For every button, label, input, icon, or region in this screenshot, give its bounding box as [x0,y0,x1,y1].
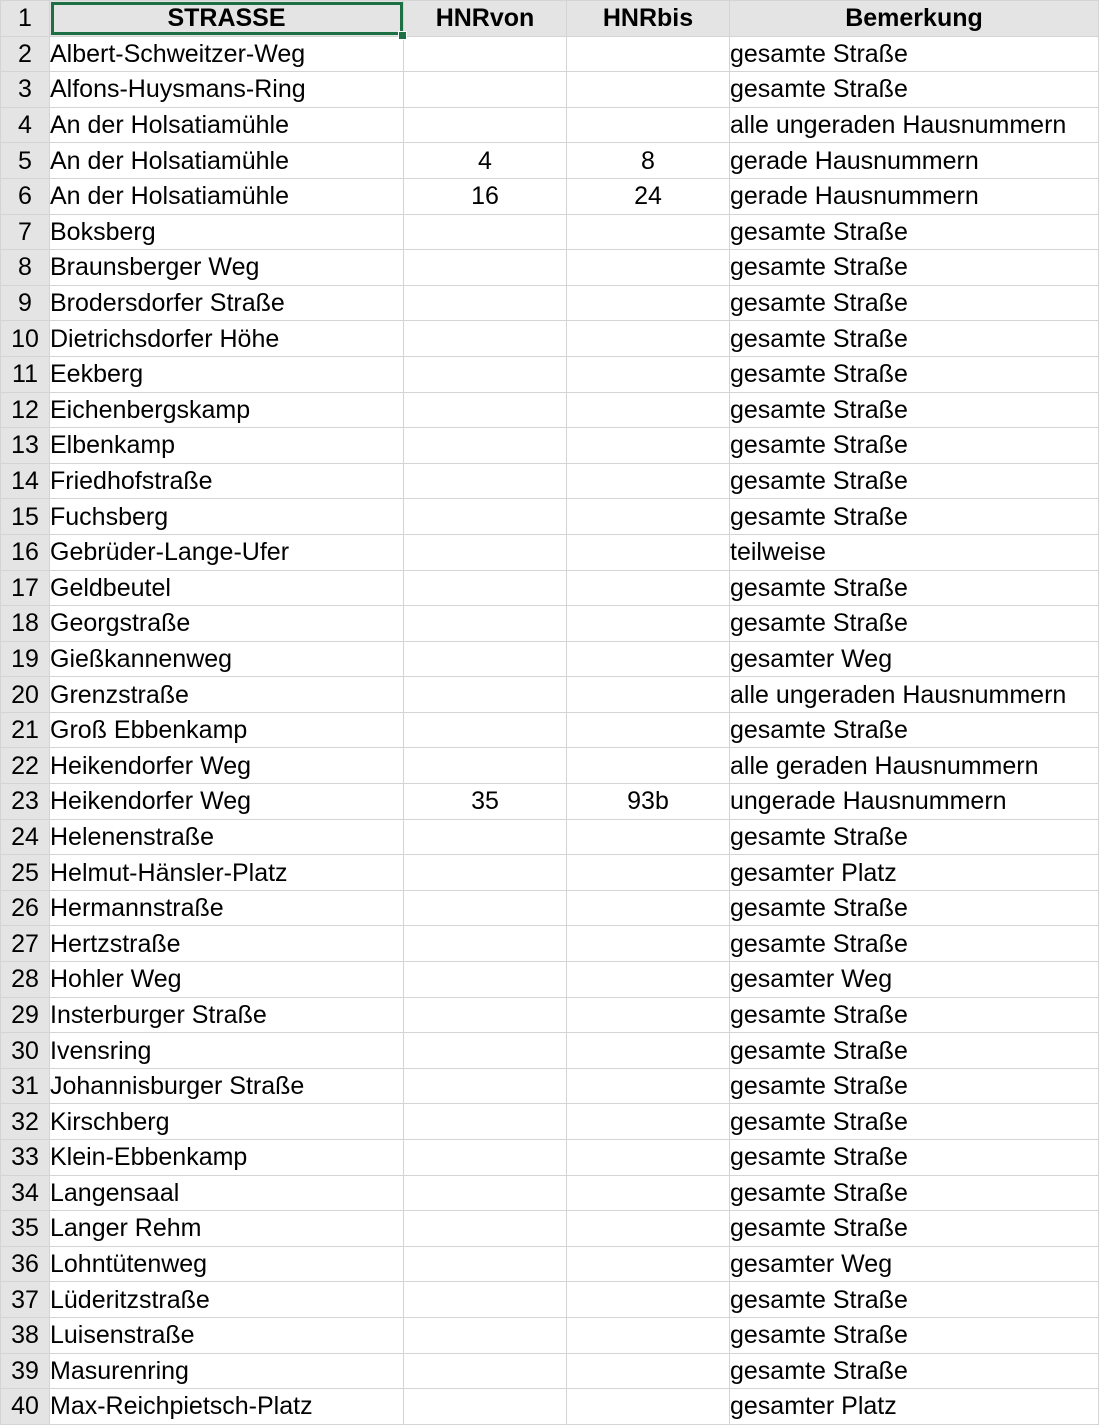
row-header[interactable]: 8 [1,250,50,286]
cell-hnrvon[interactable] [404,890,567,926]
table-row [1,1389,1099,1425]
cell-hnrvon[interactable]: 4 [404,143,567,179]
row-header[interactable]: 31 [1,1068,50,1104]
cell-strasse[interactable]: Heikendorfer Weg [50,748,404,784]
cell-strasse[interactable]: Langensaal [50,1175,404,1211]
cell-hnrvon[interactable] [404,534,567,570]
table-row [1,1317,1099,1353]
cell-strasse[interactable]: Langer Rehm [50,1211,404,1247]
row-header[interactable]: 39 [1,1353,50,1389]
cell-bemerkung[interactable]: gesamte Straße [730,285,1099,321]
cell-strasse[interactable]: Geldbeutel [50,570,404,606]
row-header[interactable]: 12 [1,392,50,428]
row-header[interactable]: 10 [1,321,50,357]
cell-header-hnrbis[interactable]: HNRbis [567,1,730,37]
cell-hnrbis[interactable] [567,926,730,962]
cell-bemerkung[interactable]: gesamte Straße [730,499,1099,535]
cell-hnrbis[interactable] [567,1140,730,1176]
cell-hnrbis[interactable] [567,712,730,748]
cell-bemerkung[interactable]: gesamte Straße [730,214,1099,250]
cell-hnrvon[interactable] [404,570,567,606]
table-row [1,143,1099,179]
cell-hnrbis[interactable] [567,677,730,713]
cell-hnrbis[interactable] [567,1211,730,1247]
table-row [1,1211,1099,1247]
cell-strasse[interactable]: Dietrichsdorfer Höhe [50,321,404,357]
cell-hnrvon[interactable] [404,1175,567,1211]
cell-bemerkung[interactable]: gesamte Straße [730,926,1099,962]
table-row [1,1353,1099,1389]
cell-hnrbis[interactable] [567,890,730,926]
cell-bemerkung[interactable]: gesamte Straße [730,1317,1099,1353]
cell-strasse[interactable]: Helenenstraße [50,819,404,855]
row-header[interactable]: 2 [1,36,50,72]
cell-bemerkung[interactable]: gesamte Straße [730,606,1099,642]
cell-hnrvon[interactable] [404,72,567,108]
cell-hnrvon[interactable] [404,463,567,499]
cell-hnrbis[interactable] [567,606,730,642]
cell-strasse[interactable]: Luisenstraße [50,1317,404,1353]
table-row [1,855,1099,891]
cell-strasse[interactable]: Helmut-Hänsler-Platz [50,855,404,891]
cell-bemerkung[interactable]: gesamte Straße [730,392,1099,428]
cell-strasse[interactable]: Boksberg [50,214,404,250]
table-row [1,819,1099,855]
cell-hnrvon[interactable] [404,107,567,143]
cell-strasse[interactable]: Albert-Schweitzer-Weg [50,36,404,72]
cell-bemerkung[interactable]: gerade Hausnummern [730,143,1099,179]
cell-hnrvon[interactable] [404,1068,567,1104]
cell-hnrbis[interactable] [567,356,730,392]
cell-hnrvon[interactable] [404,641,567,677]
cell-bemerkung[interactable]: gesamter Weg [730,1246,1099,1282]
cell-strasse[interactable]: Elbenkamp [50,428,404,464]
row-header[interactable]: 27 [1,926,50,962]
cell-strasse[interactable]: Klein-Ebbenkamp [50,1140,404,1176]
table-row [1,784,1099,820]
cell-strasse[interactable]: Braunsberger Weg [50,250,404,286]
cell-hnrvon[interactable] [404,36,567,72]
cell-bemerkung[interactable]: gesamte Straße [730,1353,1099,1389]
row-header[interactable]: 35 [1,1211,50,1247]
row-header[interactable]: 6 [1,178,50,214]
cell-bemerkung[interactable]: gesamte Straße [730,1175,1099,1211]
row-header[interactable]: 11 [1,356,50,392]
cell-hnrvon[interactable] [404,748,567,784]
cell-bemerkung[interactable]: ungerade Hausnummern [730,784,1099,820]
row-header[interactable]: 28 [1,962,50,998]
cell-strasse[interactable]: Hohler Weg [50,962,404,998]
row-header[interactable]: 13 [1,428,50,464]
cell-hnrbis[interactable] [567,285,730,321]
row-header[interactable]: 20 [1,677,50,713]
cell-hnrvon[interactable] [404,1317,567,1353]
cell-bemerkung[interactable]: gesamte Straße [730,1140,1099,1176]
table-row [1,1104,1099,1140]
table-row [1,606,1099,642]
cell-hnrvon[interactable] [404,1140,567,1176]
cell-bemerkung[interactable]: alle ungeraden Hausnummern [730,677,1099,713]
cell-strasse[interactable]: Hermannstraße [50,890,404,926]
row-header[interactable]: 9 [1,285,50,321]
cell-hnrbis[interactable]: 24 [567,178,730,214]
cell-header-strasse[interactable]: STRASSE [50,1,404,37]
row-header[interactable]: 29 [1,997,50,1033]
cell-hnrvon[interactable] [404,926,567,962]
cell-hnrvon[interactable] [404,819,567,855]
cell-strasse[interactable]: Insterburger Straße [50,997,404,1033]
cell-hnrbis[interactable] [567,250,730,286]
table-row [1,250,1099,286]
table-row [1,499,1099,535]
cell-strasse[interactable]: Max-Reichpietsch-Platz [50,1389,404,1425]
cell-hnrvon[interactable] [404,1211,567,1247]
cell-hnrvon[interactable] [404,285,567,321]
table-row [1,712,1099,748]
table-row [1,178,1099,214]
cell-hnrvon[interactable] [404,1353,567,1389]
cell-hnrbis[interactable] [567,392,730,428]
cell-bemerkung[interactable]: gesamte Straße [730,1282,1099,1318]
cell-strasse[interactable]: Hertzstraße [50,926,404,962]
cell-hnrbis[interactable] [567,855,730,891]
cell-hnrbis[interactable] [567,1175,730,1211]
table-row [1,72,1099,108]
cell-hnrvon[interactable] [404,428,567,464]
cell-hnrbis[interactable] [567,321,730,357]
row-header[interactable]: 1 [1,1,50,37]
cell-hnrbis[interactable] [567,962,730,998]
row-header[interactable]: 24 [1,819,50,855]
row-header[interactable]: 5 [1,143,50,179]
cell-bemerkung[interactable]: gesamte Straße [730,72,1099,108]
row-header[interactable]: 3 [1,72,50,108]
cell-hnrvon[interactable] [404,356,567,392]
cell-strasse[interactable]: Eekberg [50,356,404,392]
cell-hnrbis[interactable] [567,214,730,250]
row-header[interactable]: 36 [1,1246,50,1282]
table-row [1,321,1099,357]
cell-strasse[interactable]: Alfons-Huysmans-Ring [50,72,404,108]
header-row [1,1,1099,37]
cell-hnrbis[interactable] [567,428,730,464]
cell-hnrbis[interactable] [567,1104,730,1140]
cell-hnrbis[interactable] [567,36,730,72]
row-header[interactable]: 26 [1,890,50,926]
cell-hnrbis[interactable] [567,499,730,535]
cell-strasse[interactable]: An der Holsatiamühle [50,178,404,214]
row-header[interactable]: 17 [1,570,50,606]
cell-header-bemerkung[interactable]: Bemerkung [730,1,1099,37]
cell-hnrbis[interactable]: 93b [567,784,730,820]
table-row [1,356,1099,392]
table-row [1,392,1099,428]
table-row [1,214,1099,250]
cell-hnrvon[interactable] [404,214,567,250]
cell-hnrvon[interactable] [404,1282,567,1318]
cell-strasse[interactable]: Johannisburger Straße [50,1068,404,1104]
cell-hnrbis[interactable] [567,1068,730,1104]
cell-strasse[interactable]: Masurenring [50,1353,404,1389]
row-header[interactable]: 16 [1,534,50,570]
cell-strasse[interactable]: Heikendorfer Weg [50,784,404,820]
cell-hnrvon[interactable]: 35 [404,784,567,820]
cell-hnrbis[interactable] [567,534,730,570]
cell-hnrbis[interactable] [567,570,730,606]
cell-hnrvon[interactable] [404,677,567,713]
row-header[interactable]: 25 [1,855,50,891]
cell-bemerkung[interactable]: gesamter Weg [730,641,1099,677]
table-row [1,1068,1099,1104]
table-row [1,1140,1099,1176]
table-row [1,428,1099,464]
cell-hnrvon[interactable] [404,606,567,642]
cell-bemerkung[interactable]: alle geraden Hausnummern [730,748,1099,784]
table-row [1,36,1099,72]
row-header[interactable]: 40 [1,1389,50,1425]
row-header[interactable]: 18 [1,606,50,642]
cell-bemerkung[interactable]: gesamte Straße [730,428,1099,464]
cell-bemerkung[interactable]: gesamte Straße [730,1033,1099,1069]
cell-hnrvon[interactable] [404,1246,567,1282]
row-header[interactable]: 14 [1,463,50,499]
cell-hnrbis[interactable] [567,1353,730,1389]
cell-strasse[interactable]: An der Holsatiamühle [50,107,404,143]
cell-hnrbis[interactable]: 8 [567,143,730,179]
cell-strasse[interactable]: An der Holsatiamühle [50,143,404,179]
row-header[interactable]: 21 [1,712,50,748]
cell-bemerkung[interactable]: gesamte Straße [730,1104,1099,1140]
cell-bemerkung[interactable]: gesamter Platz [730,855,1099,891]
table-row [1,997,1099,1033]
table-row [1,1282,1099,1318]
cell-hnrvon[interactable] [404,250,567,286]
cell-hnrbis[interactable] [567,748,730,784]
cell-strasse[interactable]: Ivensring [50,1033,404,1069]
cell-bemerkung[interactable]: gesamter Platz [730,1389,1099,1425]
cell-bemerkung[interactable]: gesamter Weg [730,962,1099,998]
cell-hnrbis[interactable] [567,1389,730,1425]
table-row [1,1175,1099,1211]
cell-hnrvon[interactable] [404,1033,567,1069]
cell-bemerkung[interactable]: gesamte Straße [730,356,1099,392]
cell-strasse[interactable]: Groß Ebbenkamp [50,712,404,748]
cell-strasse[interactable]: Georgstraße [50,606,404,642]
cell-hnrbis[interactable] [567,1033,730,1069]
table-row [1,1033,1099,1069]
cell-bemerkung[interactable]: gesamte Straße [730,463,1099,499]
cell-hnrbis[interactable] [567,107,730,143]
row-header[interactable]: 38 [1,1317,50,1353]
cell-bemerkung[interactable]: gesamte Straße [730,890,1099,926]
cell-strasse[interactable]: Fuchsberg [50,499,404,535]
cell-bemerkung[interactable]: gesamte Straße [730,997,1099,1033]
table-row [1,1246,1099,1282]
cell-bemerkung[interactable]: gesamte Straße [730,570,1099,606]
cell-hnrvon[interactable] [404,855,567,891]
row-header[interactable]: 4 [1,107,50,143]
row-header[interactable]: 22 [1,748,50,784]
cell-strasse[interactable]: Lüderitzstraße [50,1282,404,1318]
cell-hnrbis[interactable] [567,641,730,677]
table-row [1,926,1099,962]
cell-hnrbis[interactable] [567,819,730,855]
row-header[interactable]: 37 [1,1282,50,1318]
cell-bemerkung[interactable]: gesamte Straße [730,712,1099,748]
cell-strasse[interactable]: Friedhofstraße [50,463,404,499]
table-row [1,570,1099,606]
table-row [1,677,1099,713]
cell-hnrbis[interactable] [567,1282,730,1318]
cell-hnrvon[interactable] [404,321,567,357]
cell-bemerkung[interactable]: gesamte Straße [730,250,1099,286]
cell-bemerkung[interactable]: gesamte Straße [730,36,1099,72]
cell-bemerkung[interactable]: gesamte Straße [730,1211,1099,1247]
cell-hnrbis[interactable] [567,997,730,1033]
row-header[interactable]: 32 [1,1104,50,1140]
cell-hnrvon[interactable] [404,712,567,748]
cell-hnrvon[interactable]: 16 [404,178,567,214]
table-row [1,107,1099,143]
cell-hnrbis[interactable] [567,1317,730,1353]
cell-header-hnrvon[interactable]: HNRvon [404,1,567,37]
table-row [1,748,1099,784]
cell-hnrvon[interactable] [404,962,567,998]
cell-hnrvon[interactable] [404,392,567,428]
cell-strasse[interactable]: Kirschberg [50,1104,404,1140]
cell-hnrbis[interactable] [567,463,730,499]
table-row [1,641,1099,677]
cell-strasse[interactable]: Eichenbergskamp [50,392,404,428]
row-header[interactable]: 7 [1,214,50,250]
row-header[interactable]: 15 [1,499,50,535]
cell-hnrvon[interactable] [404,1389,567,1425]
table-row [1,534,1099,570]
cell-hnrvon[interactable] [404,1104,567,1140]
table-row [1,890,1099,926]
row-header[interactable]: 34 [1,1175,50,1211]
cell-bemerkung[interactable]: alle ungeraden Hausnummern [730,107,1099,143]
cell-bemerkung[interactable]: gesamte Straße [730,1068,1099,1104]
cell-hnrbis[interactable] [567,1246,730,1282]
row-header[interactable]: 19 [1,641,50,677]
row-header[interactable]: 33 [1,1140,50,1176]
cell-bemerkung[interactable]: gesamte Straße [730,819,1099,855]
row-header[interactable]: 23 [1,784,50,820]
cell-strasse[interactable]: Grenzstraße [50,677,404,713]
cell-bemerkung[interactable]: gesamte Straße [730,321,1099,357]
cell-bemerkung[interactable]: teilweise [730,534,1099,570]
cell-strasse[interactable]: Gebrüder-Lange-Ufer [50,534,404,570]
cell-hnrbis[interactable] [567,72,730,108]
cell-strasse[interactable]: Brodersdorfer Straße [50,285,404,321]
table-row [1,962,1099,998]
row-header[interactable]: 30 [1,1033,50,1069]
table-row [1,285,1099,321]
cell-strasse[interactable]: Lohntütenweg [50,1246,404,1282]
cell-strasse[interactable]: Gießkannenweg [50,641,404,677]
cell-hnrvon[interactable] [404,499,567,535]
table-row [1,463,1099,499]
cell-bemerkung[interactable]: gerade Hausnummern [730,178,1099,214]
cell-hnrvon[interactable] [404,997,567,1033]
